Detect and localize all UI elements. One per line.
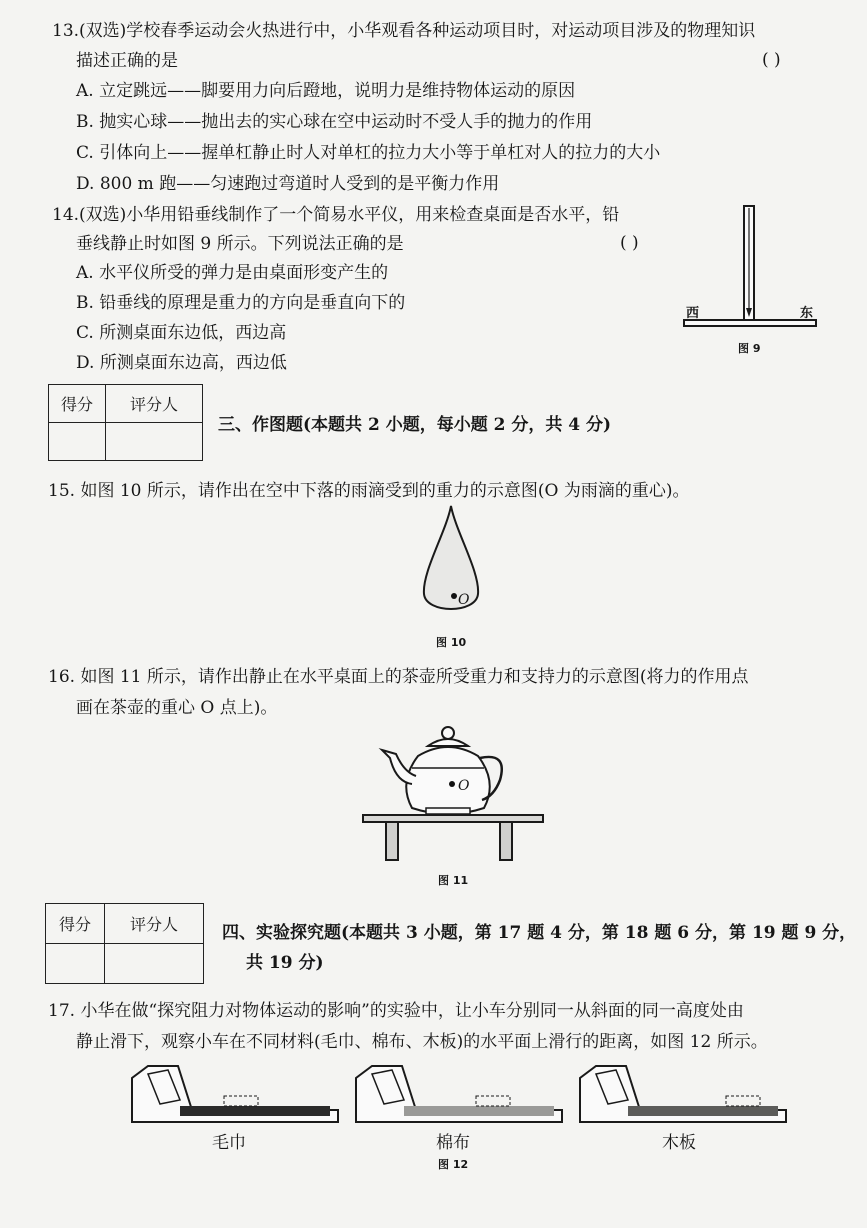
grader-cell[interactable] xyxy=(105,944,204,984)
table-leg-right xyxy=(500,822,512,860)
teapot-body xyxy=(406,747,490,814)
score-table-score-label: 得分 xyxy=(46,904,105,944)
teapot-point-label: O xyxy=(458,778,470,794)
teapot-lid xyxy=(428,739,468,746)
table-top xyxy=(363,815,543,822)
q13-stem-line2: 描述正确的是 xyxy=(76,51,178,71)
raindrop-center-point xyxy=(451,593,457,599)
ramp-label-cotton: 棉布 xyxy=(436,1133,470,1153)
ramp-label-wood: 木板 xyxy=(662,1133,696,1153)
teapot-center-point xyxy=(449,781,455,787)
raindrop-point-label: O xyxy=(458,592,470,608)
score-table-grader-label: 评分人 xyxy=(105,904,204,944)
figure-9-level-instrument xyxy=(680,200,820,350)
q13-option-d: D. 800 m 跑——匀速跑过弯道时人受到的是平衡力作用 xyxy=(76,174,500,194)
ramp-label-towel: 毛巾 xyxy=(212,1133,246,1153)
ramp-cotton xyxy=(352,1060,572,1130)
q13-option-a: A. 立定跳远——脚要用力向后蹬地，说明力是维持物体运动的原因 xyxy=(76,81,576,101)
q17-stem-line1: 17. 小华在做“探究阻力对物体运动的影响”的实验中，让小车分别同一从斜面的同一高度处由 xyxy=(48,1001,744,1021)
raindrop-shape xyxy=(424,506,478,609)
fig9-label-east: 东 xyxy=(800,306,814,321)
fig9-caption: 图 9 xyxy=(738,342,761,355)
q13-option-c: C. 引体向上——握单杠静止时人对单杠的拉力大小等于单杠对人的拉力的大小 xyxy=(76,143,661,163)
score-cell[interactable] xyxy=(49,423,106,461)
cotton-surface xyxy=(404,1106,554,1116)
q14-stem-line2: 垂线静止时如图 9 所示。下列说法正确的是 xyxy=(76,234,404,254)
teapot-knob xyxy=(442,727,454,739)
score-table-grader-label: 评分人 xyxy=(106,385,203,423)
figure-11-teapot-on-table xyxy=(360,716,550,866)
car-end-position xyxy=(224,1096,258,1106)
q14-option-a: A. 水平仪所受的弹力是由桌面形变产生的 xyxy=(76,263,389,283)
figure-10-raindrop xyxy=(416,502,486,622)
grader-cell[interactable] xyxy=(106,423,203,461)
q13-answer-paren: ( ) xyxy=(762,50,781,70)
q14-answer-paren: ( ) xyxy=(620,233,639,253)
level-base-plate xyxy=(684,320,816,326)
q13-option-b: B. 抛实心球——抛出去的实心球在空中运动时不受人手的抛力的作用 xyxy=(76,112,593,132)
teapot-base xyxy=(426,808,470,814)
score-table-section4 xyxy=(45,903,204,984)
fig11-caption: 图 11 xyxy=(438,874,469,887)
score-table-section3 xyxy=(48,384,203,461)
towel-surface xyxy=(180,1106,330,1116)
q17-stem-line2: 静止滑下，观察小车在不同材料(毛巾、棉布、木板)的水平面上滑行的距离，如图 12 所示。 xyxy=(76,1032,768,1052)
fig10-caption: 图 10 xyxy=(436,636,467,649)
score-cell[interactable] xyxy=(46,944,105,984)
q13-stem-line1: 13.(双选)学校春季运动会火热进行中，小华观看各种运动项目时，对运动项目涉及的物理知识 xyxy=(52,21,756,41)
fig9-label-west: 西 xyxy=(686,306,700,321)
table-leg-left xyxy=(386,822,398,860)
car-end-position xyxy=(476,1096,510,1106)
q14-stem-line1: 14.(双选)小华用铅垂线制作了一个简易水平仪，用来检查桌面是否水平，铅 xyxy=(52,205,620,225)
wood-surface xyxy=(628,1106,778,1116)
q14-option-c: C. 所测桌面东边低，西边高 xyxy=(76,323,287,343)
ramp-towel xyxy=(128,1060,348,1130)
q14-option-d: D. 所测桌面东边高，西边低 xyxy=(76,353,287,373)
ramp-wood xyxy=(576,1060,796,1130)
score-table-score-label: 得分 xyxy=(49,385,106,423)
q14-option-b: B. 铅垂线的原理是重力的方向是垂直向下的 xyxy=(76,293,406,313)
q15-stem: 15. 如图 10 所示，请作出在空中下落的雨滴受到的重力的示意图(O 为雨滴的重心)。 xyxy=(48,481,690,501)
car-end-position xyxy=(726,1096,760,1106)
section3-title: 三、作图题(本题共 2 小题，每小题 2 分，共 4 分) xyxy=(218,415,612,435)
section4-title-line1: 四、实验探究题(本题共 3 小题，第 17 题 4 分，第 18 题 6 分，第 19 题 9 分， xyxy=(222,923,857,943)
q16-stem-line2: 画在茶壶的重心 O 点上)。 xyxy=(76,698,278,718)
section4-title-line2: 共 19 分) xyxy=(246,953,324,973)
fig12-caption: 图 12 xyxy=(438,1158,469,1171)
q16-stem-line1: 16. 如图 11 所示，请作出静止在水平桌面上的茶壶所受重力和支持力的示意图(将力的作用点 xyxy=(48,667,749,687)
